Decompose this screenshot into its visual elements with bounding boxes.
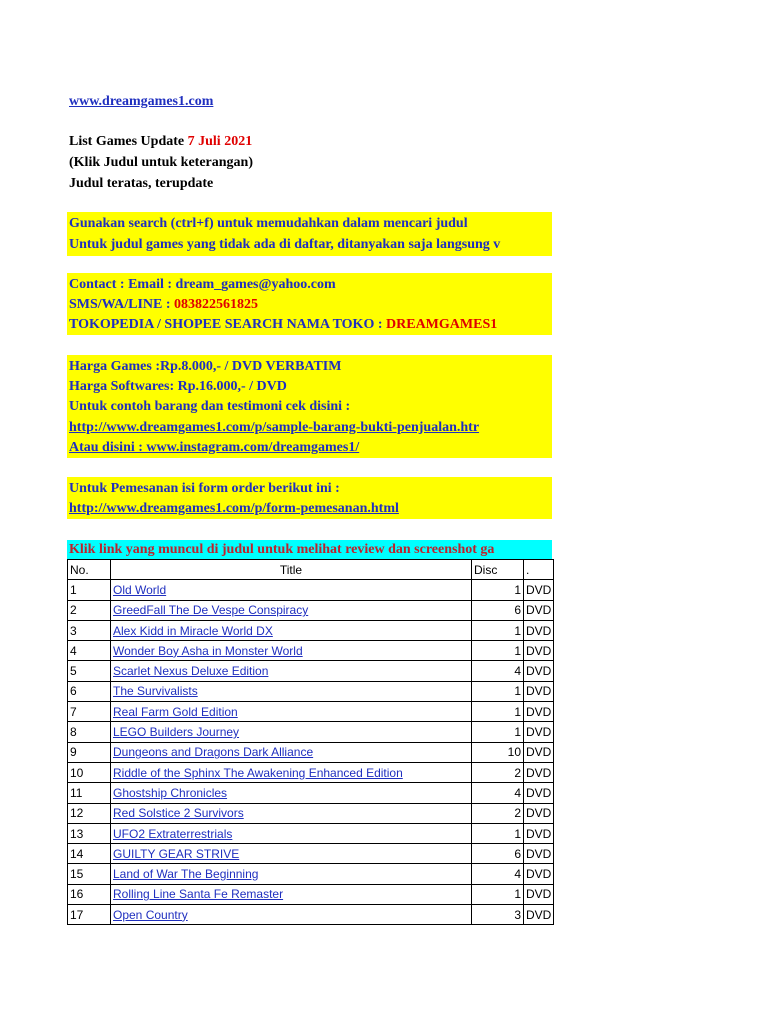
testimoni-link[interactable]: http://www.dreamgames1.com/p/sample-barang-bukti-penjualan.htr	[69, 420, 480, 435]
search-line-1: Gunakan search (ctrl+f) untuk memudahkan dalam mencari judul	[69, 216, 468, 231]
klik-note: (Klik Judul untuk keterangan)	[69, 155, 253, 170]
media-type: DVD	[524, 762, 554, 782]
contact-email: Contact : Email : dream_games@yahoo.com	[69, 277, 336, 292]
games-price: Harga Games :Rp.8.000,- / DVD VERBATIM	[69, 359, 342, 374]
game-title-link[interactable]: Old World	[113, 582, 167, 597]
search-line-2: Untuk judul games yang tidak ada di daftar, ditanyakan saja langsung v	[69, 237, 501, 252]
media-type: DVD	[524, 661, 554, 681]
row-number: 13	[68, 823, 111, 843]
review-banner: Klik link yang muncul di judul untuk melihat review dan screenshot ga	[69, 542, 495, 557]
testimoni-text: Untuk contoh barang dan testimoni cek disini :	[69, 399, 351, 414]
order-form-link[interactable]: http://www.dreamgames1.com/p/form-pemesanan.html	[69, 501, 399, 516]
header-title: Title	[111, 560, 472, 580]
table-row	[68, 702, 554, 722]
game-title-link[interactable]: Riddle of the Sphinx The Awakening Enhanced Edition	[113, 765, 403, 780]
row-number: 10	[68, 762, 111, 782]
disc-count: 4	[472, 783, 524, 803]
sms-line	[69, 295, 258, 315]
update-date: 7 Juli 2021	[187, 134, 253, 149]
table-row	[68, 823, 554, 843]
game-title-link[interactable]: UFO2 Extraterrestrials	[113, 826, 233, 841]
table-row	[68, 884, 554, 904]
row-number: 6	[68, 681, 111, 701]
media-type: DVD	[524, 742, 554, 762]
table-row	[68, 661, 554, 681]
disc-count: 4	[472, 661, 524, 681]
shop-line	[69, 315, 497, 335]
game-title-link[interactable]: Wonder Boy Asha in Monster World	[113, 643, 303, 658]
table-row	[68, 580, 554, 600]
media-type: DVD	[524, 844, 554, 864]
disc-count: 6	[472, 844, 524, 864]
sms-label: SMS/WA/LINE :	[69, 297, 175, 312]
table-row	[68, 844, 554, 864]
row-number: 9	[68, 742, 111, 762]
row-number: 5	[68, 661, 111, 681]
game-title-link[interactable]: Dungeons and Dragons Dark Alliance	[113, 745, 314, 760]
title-cell	[111, 742, 472, 762]
title-cell	[111, 884, 472, 904]
game-title-link[interactable]: GreedFall The De Vespe Conspiracy	[113, 603, 309, 618]
row-number: 4	[68, 641, 111, 661]
table-row	[68, 742, 554, 762]
row-number: 8	[68, 722, 111, 742]
media-type: DVD	[524, 580, 554, 600]
shop-name: DREAMGAMES1	[386, 317, 498, 332]
sms-number: 083822561825	[174, 297, 259, 312]
row-number: 12	[68, 803, 111, 823]
disc-count: 1	[472, 702, 524, 722]
title-cell	[111, 762, 472, 782]
media-type: DVD	[524, 620, 554, 640]
disc-count: 1	[472, 722, 524, 742]
row-number: 14	[68, 844, 111, 864]
game-title-link[interactable]: GUILTY GEAR STRIVE	[113, 846, 240, 861]
title-cell	[111, 580, 472, 600]
title-cell	[111, 864, 472, 884]
media-type: DVD	[524, 884, 554, 904]
game-title-link[interactable]: Scarlet Nexus Deluxe Edition	[113, 664, 269, 679]
game-title-link[interactable]: Real Farm Gold Edition	[113, 704, 238, 719]
game-title-link[interactable]: The Survivalists	[113, 684, 198, 699]
disc-count: 10	[472, 742, 524, 762]
game-title-link[interactable]: Red Solstice 2 Survivors	[113, 806, 244, 821]
row-number: 7	[68, 702, 111, 722]
header-no: No.	[68, 560, 111, 580]
disc-count: 1	[472, 580, 524, 600]
media-type: DVD	[524, 702, 554, 722]
table-row	[68, 722, 554, 742]
table-row	[68, 905, 554, 925]
title-cell	[111, 722, 472, 742]
title-cell	[111, 600, 472, 620]
header-media: .	[524, 560, 554, 580]
title-cell	[111, 823, 472, 843]
row-number: 2	[68, 600, 111, 620]
title-cell	[111, 905, 472, 925]
media-type: DVD	[524, 600, 554, 620]
title-cell	[111, 702, 472, 722]
title-cell	[111, 681, 472, 701]
disc-count: 2	[472, 762, 524, 782]
game-title-link[interactable]: Land of War The Beginning	[113, 867, 259, 882]
media-type: DVD	[524, 722, 554, 742]
games-table	[67, 559, 554, 925]
order-text: Untuk Pemesanan isi form order berikut ini :	[69, 481, 340, 496]
row-number: 16	[68, 884, 111, 904]
table-row	[68, 762, 554, 782]
row-number: 11	[68, 783, 111, 803]
disc-count: 4	[472, 864, 524, 884]
order-note: Judul teratas, terupdate	[69, 176, 214, 191]
disc-count: 6	[472, 600, 524, 620]
header-disc: Disc	[472, 560, 524, 580]
media-type: DVD	[524, 803, 554, 823]
site-url-link[interactable]: www.dreamgames1.com	[69, 94, 214, 109]
table-row	[68, 783, 554, 803]
title-cell	[111, 620, 472, 640]
table-row	[68, 681, 554, 701]
disc-count: 1	[472, 823, 524, 843]
disc-count: 1	[472, 620, 524, 640]
row-number: 1	[68, 580, 111, 600]
title-cell	[111, 783, 472, 803]
disc-count: 1	[472, 681, 524, 701]
disc-count: 2	[472, 803, 524, 823]
shop-label: TOKOPEDIA / SHOPEE SEARCH NAMA TOKO :	[69, 317, 387, 332]
table-row	[68, 620, 554, 640]
disc-count: 1	[472, 884, 524, 904]
media-type: DVD	[524, 783, 554, 803]
game-title-link[interactable]: Alex Kidd in Miracle World DX	[113, 623, 273, 638]
media-type: DVD	[524, 905, 554, 925]
table-row	[68, 600, 554, 620]
title-cell	[111, 803, 472, 823]
media-type: DVD	[524, 864, 554, 884]
row-number: 3	[68, 620, 111, 640]
disc-count: 1	[472, 641, 524, 661]
game-title-link[interactable]: Rolling Line Santa Fe Remaster	[113, 887, 284, 902]
media-type: DVD	[524, 681, 554, 701]
table-row	[68, 641, 554, 661]
disc-count: 3	[472, 905, 524, 925]
table-header-row	[68, 560, 554, 580]
title-cell	[111, 641, 472, 661]
title-cell	[111, 844, 472, 864]
game-title-link[interactable]: Ghostship Chronicles	[113, 785, 228, 800]
table-row	[68, 864, 554, 884]
row-number: 15	[68, 864, 111, 884]
table-row	[68, 803, 554, 823]
row-number: 17	[68, 905, 111, 925]
software-price: Harga Softwares: Rp.16.000,- / DVD	[69, 379, 287, 394]
game-title-link[interactable]: LEGO Builders Journey	[113, 725, 240, 740]
title-cell	[111, 661, 472, 681]
instagram-link[interactable]: Atau disini : www.instagram.com/dreamgames1/	[69, 440, 360, 455]
media-type: DVD	[524, 641, 554, 661]
game-title-link[interactable]: Open Country	[113, 907, 188, 922]
update-label: List Games Update	[69, 134, 188, 149]
media-type: DVD	[524, 823, 554, 843]
update-line	[69, 132, 252, 152]
